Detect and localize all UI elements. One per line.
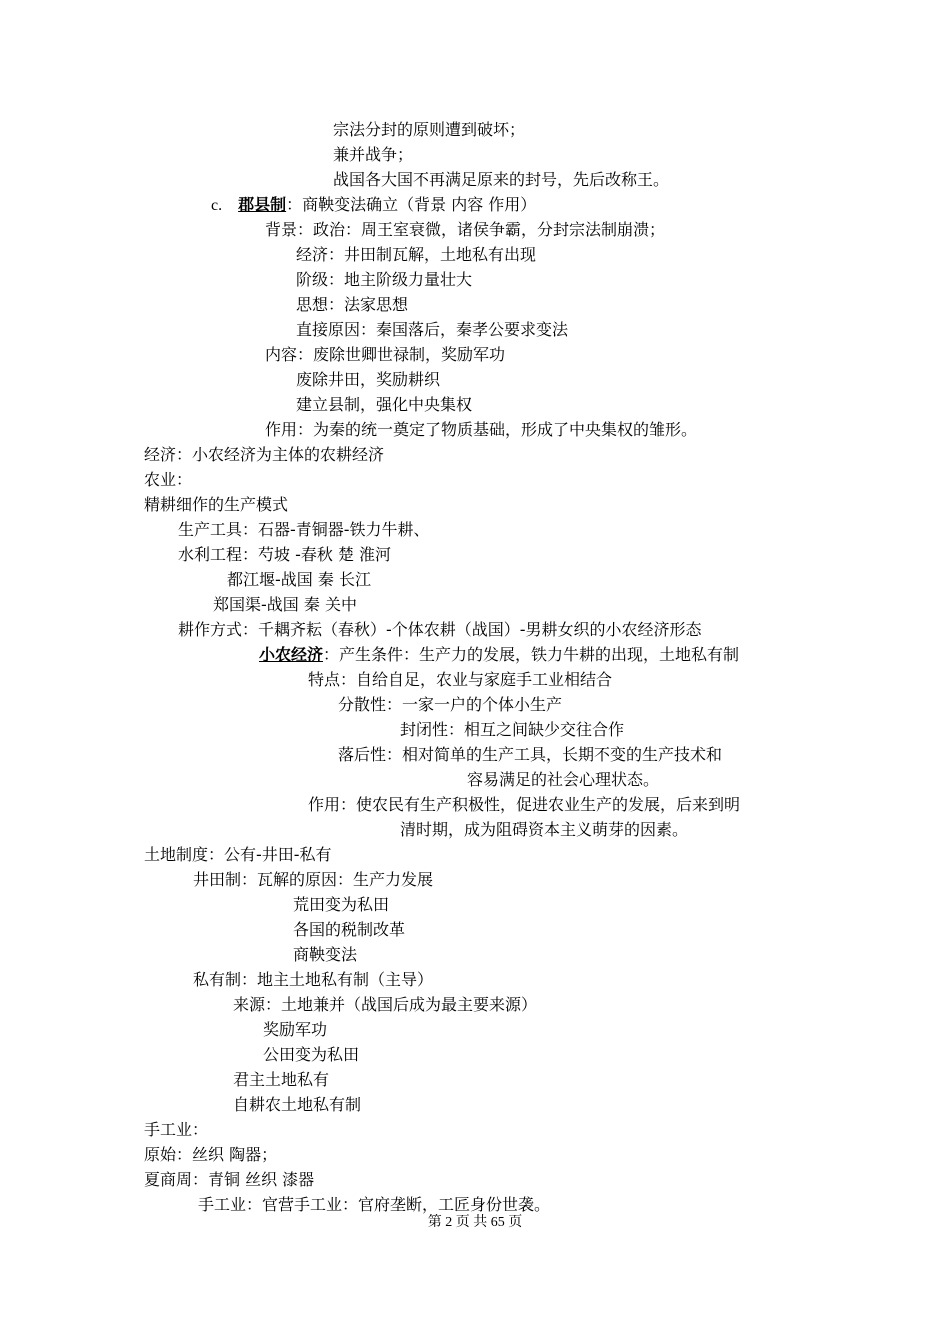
page-footer: 第 2 页 共 65 页	[427, 1215, 523, 1230]
text-line: 都江堰-战国 秦 长江	[227, 570, 371, 589]
text-line: 背景：政治：周王室衰微，诸侯争霸，分封宗法制崩溃；	[265, 220, 666, 239]
text-line: 郑国渠-战国 秦 关中	[213, 595, 357, 614]
key-term: 小农经济	[259, 645, 324, 664]
text-line: 阶级：地主阶级力量壮大	[296, 270, 473, 289]
text-line: 作用：为秦的统一奠定了物质基础，形成了中央集权的雏形。	[265, 420, 698, 439]
list-marker: c.	[211, 197, 223, 214]
text-line: 战国各大国不再满足原来的封号，先后改称王。	[333, 170, 670, 189]
text-line: 精耕细作的生产模式	[144, 495, 289, 514]
text-line: 公田变为私田	[263, 1045, 360, 1064]
text-line: 手工业：官营手工业：官府垄断，工匠身份世袭。	[198, 1195, 551, 1214]
text-line: 废除井田，奖励耕织	[296, 370, 441, 389]
text-line: 原始：丝织 陶器；	[144, 1145, 278, 1164]
text-line: 荒田变为私田	[293, 895, 390, 914]
text-line-rest: ：商鞅变法确立（背景 内容 作用）	[286, 195, 537, 214]
text-line: 清时期，成为阻碍资本主义萌芽的因素。	[400, 820, 689, 839]
text-line: 落后性：相对简单的生产工具，长期不变的生产技术和	[338, 745, 723, 764]
heading-line	[211, 195, 536, 216]
section-heading: 土地制度：公有-井田-私有	[144, 845, 332, 864]
text-line: 兼并战争；	[333, 145, 414, 164]
text-line-rest: ：产生条件：生产力的发展，铁力牛耕的出现，土地私有制	[323, 645, 740, 664]
text-line: 思想：法家思想	[296, 295, 409, 314]
text-line: 特点：自给自足，农业与家庭手工业相结合	[308, 670, 613, 689]
text-line: 来源：土地兼并（战国后成为最主要来源）	[233, 995, 538, 1014]
heading-line	[259, 645, 739, 665]
text-line: 封闭性：相互之间缺少交往合作	[400, 720, 625, 739]
text-line: 商鞅变法	[293, 945, 358, 964]
key-term: 郡县制	[238, 195, 287, 214]
text-line: 生产工具：石器-青铜器-铁力牛耕、	[178, 520, 430, 539]
text-line: 井田制：瓦解的原因：生产力发展	[193, 870, 434, 889]
text-line: 各国的税制改革	[293, 920, 406, 939]
section-heading: 农业：	[144, 470, 193, 489]
text-line: 宗法分封的原则遭到破坏；	[333, 120, 526, 139]
section-heading: 经济：小农经济为主体的农耕经济	[144, 445, 385, 464]
text-line: 水利工程：芍坡 -春秋 楚 淮河	[178, 545, 392, 564]
text-line: 经济：井田制瓦解，土地私有出现	[296, 245, 537, 264]
text-line: 奖励军功	[263, 1020, 328, 1039]
section-heading: 手工业：	[144, 1120, 209, 1139]
text-line: 容易满足的社会心理状态。	[467, 770, 660, 789]
text-line: 内容：废除世卿世禄制，奖励军功	[265, 345, 506, 364]
text-line: 耕作方式：千耦齐耘（春秋）-个体农耕（战国）-男耕女织的小农经济形态	[178, 620, 702, 639]
text-line: 君主土地私有	[233, 1070, 330, 1089]
text-line: 作用：使农民有生产积极性，促进农业生产的发展，后来到明	[308, 795, 741, 814]
text-line: 建立县制，强化中央集权	[296, 395, 473, 414]
text-line: 夏商周：青铜 丝织 漆器	[144, 1170, 315, 1189]
text-line: 分散性：一家一户的个体小生产	[338, 695, 563, 714]
text-line: 自耕农土地私有制	[233, 1095, 362, 1114]
text-line: 直接原因：秦国落后，秦孝公要求变法	[296, 320, 569, 339]
text-line: 私有制：地主土地私有制（主导）	[193, 970, 434, 989]
